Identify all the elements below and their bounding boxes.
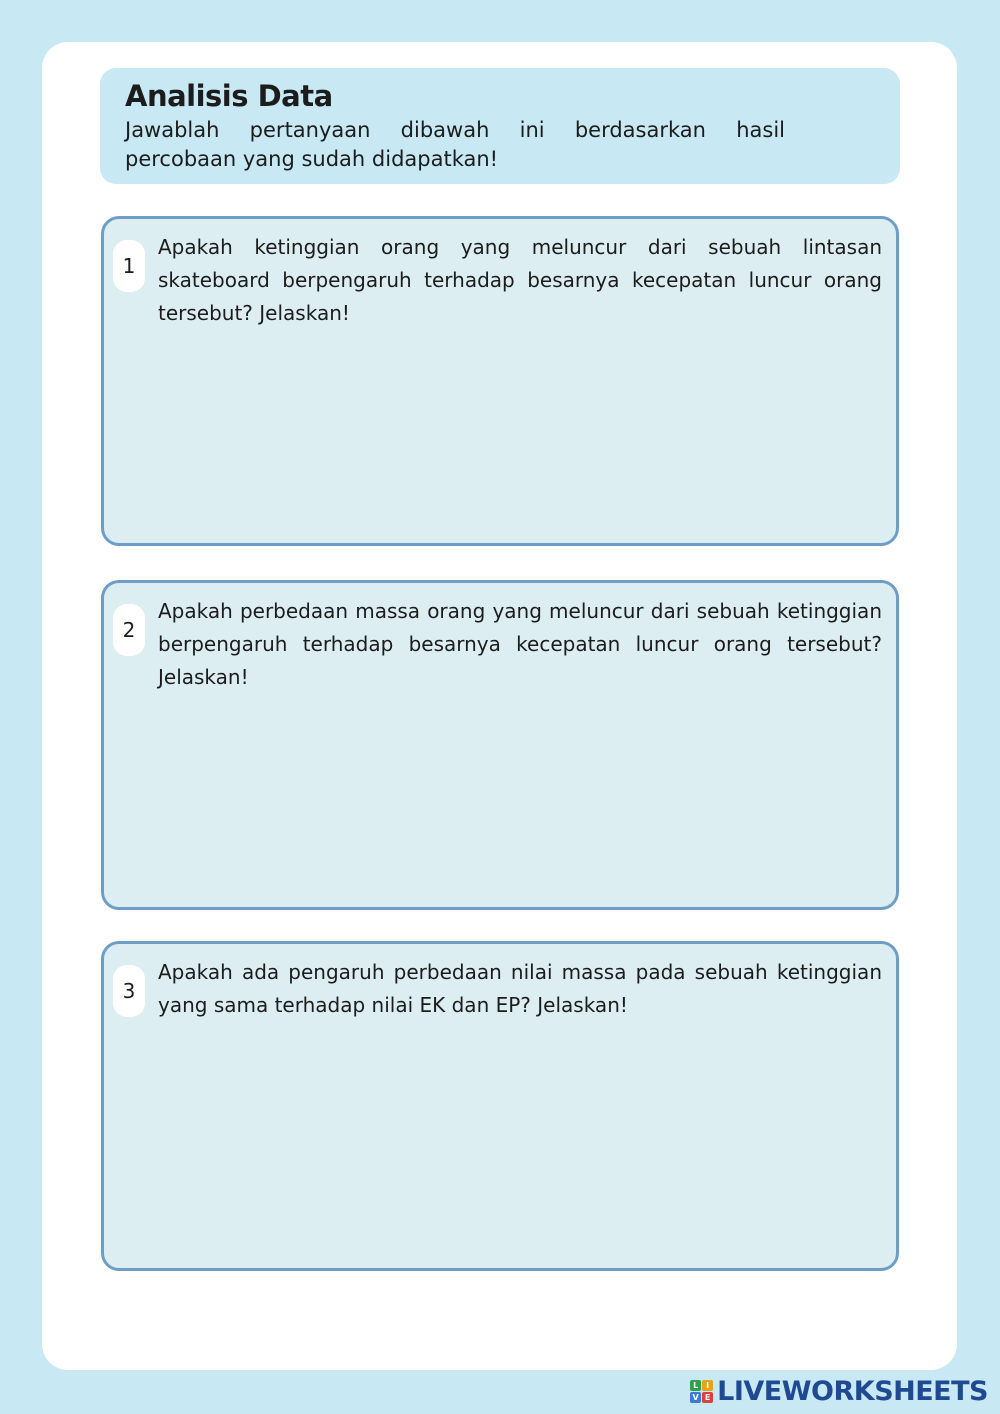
question-number-badge: 1 [113,240,145,292]
liveworksheets-logo-icon [690,1380,713,1403]
instruction-text: Jawablah pertanyaan dibawah ini berdasarkan hasil percobaan yang sudah didapatkan! [125,118,785,171]
answer-box-2[interactable] [101,580,899,910]
question-text: Apakah ketinggian orang yang meluncur dari sebuah lintasan skateboard berpengaruh terhadap besarnya kecepatan luncur orang tersebut? Jelaskan! [158,235,882,325]
answer-box-3[interactable] [101,941,899,1271]
question-text: Apakah ada pengaruh perbedaan nilai massa pada sebuah ketinggian yang sama terhadap nilai EK dan EP? Jelaskan! [158,960,882,1017]
question-number-badge: 2 [113,604,145,656]
logo-tile: V [690,1392,701,1403]
logo-tile: I [702,1380,713,1391]
liveworksheets-watermark [690,1376,988,1406]
question-number-badge: 3 [113,965,145,1017]
logo-tile: E [702,1392,713,1403]
section-header [100,68,900,184]
page-title: Analisis Data [125,79,333,113]
answer-box-1[interactable] [101,216,899,546]
question-text: Apakah perbedaan massa orang yang meluncur dari sebuah ketinggian berpengaruh terhadap besarnya kecepatan luncur orang tersebut? Jelaskan! [158,599,882,689]
watermark-text: LIVEWORKSHEETS [717,1375,988,1407]
logo-tile: L [690,1380,701,1391]
